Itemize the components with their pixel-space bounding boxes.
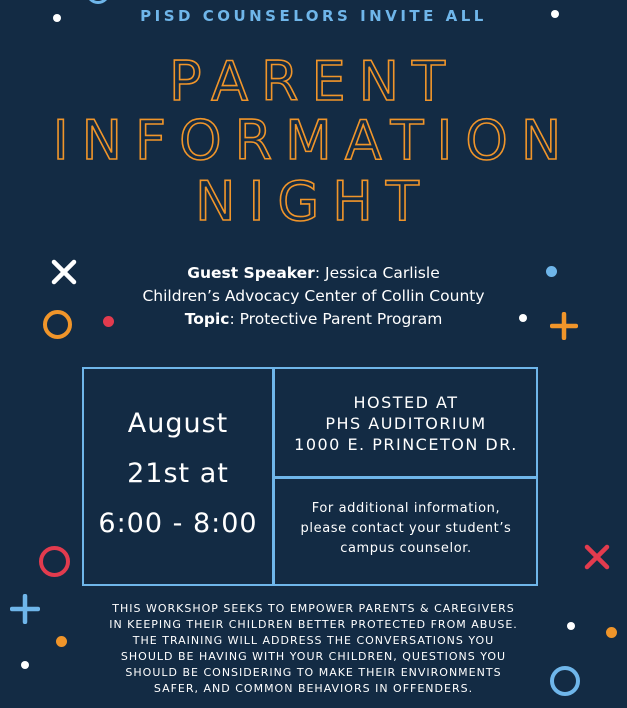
orange-dot-decoration xyxy=(606,627,617,638)
white-dot-decoration xyxy=(519,314,527,322)
description-line: THIS WORKSHOP SEEKS TO EMPOWER PARENTS & CAREGIVERS xyxy=(112,602,515,615)
event-date-day: 21st at xyxy=(127,458,229,489)
orange-dot-decoration xyxy=(56,636,67,647)
red-dot-decoration xyxy=(103,316,114,327)
topic-value: : Protective Parent Program xyxy=(229,310,443,328)
description-line: SAFER, AND COMMON BEHAVIORS IN OFFENDERS. xyxy=(153,682,474,695)
description-line: SHOULD BE CONSIDERING TO MAKE THEIR ENVIRONMENTS xyxy=(125,666,502,679)
guest-speaker-label: Guest Speaker xyxy=(187,264,315,282)
event-date-month: August xyxy=(127,408,229,439)
white-dot-decoration xyxy=(21,661,29,669)
description-line: IN KEEPING THEIR CHILDREN BETTER PROTECTED FROM ABUSE. xyxy=(109,618,518,631)
title-line-night: NIGHT xyxy=(195,170,432,233)
orange-ring-decoration xyxy=(43,310,72,339)
white-dot-decoration xyxy=(551,10,559,18)
red-cross-decoration xyxy=(582,542,612,572)
description-line: SHOULD BE HAVING WITH YOUR CHILDREN, QUESTIONS YOU xyxy=(120,650,507,663)
workshop-description xyxy=(0,601,627,697)
title-line-information: INFORMATION xyxy=(52,109,575,172)
orange-plus-decoration xyxy=(550,312,578,340)
red-ring-decoration xyxy=(39,546,70,577)
contact-line-3: campus counselor. xyxy=(340,541,472,556)
white-dot-decoration xyxy=(567,622,575,630)
white-dot-decoration xyxy=(53,14,61,22)
blue-ring-partial-decoration xyxy=(86,0,110,4)
blue-plus-decoration xyxy=(10,594,40,624)
box-horizontal-divider xyxy=(272,476,538,479)
event-time: 6:00 - 8:00 xyxy=(98,508,258,539)
topic-line xyxy=(0,308,627,331)
guest-speaker-name: : Jessica Carlisle xyxy=(314,264,440,282)
invite-kicker: PISD COUNSELORS INVITE ALL xyxy=(140,7,487,25)
description-line: THE TRAINING WILL ADDRESS THE CONVERSATIONS YOU xyxy=(132,634,495,647)
venue-name: PHS AUDITORIUM xyxy=(325,414,487,433)
venue-address: 1000 E. PRINCETON DR. xyxy=(294,435,518,454)
blue-dot-decoration xyxy=(546,266,557,277)
blue-ring-decoration xyxy=(550,666,580,696)
guest-speaker-line xyxy=(0,262,627,285)
contact-line-2: please contact your student’s xyxy=(300,521,512,536)
topic-label: Topic xyxy=(184,310,230,328)
white-cross-decoration xyxy=(50,258,78,286)
contact-line-1: For additional information, xyxy=(311,501,501,516)
hosted-at-label: HOSTED AT xyxy=(353,393,459,412)
organization-line: Children’s Advocacy Center of Collin County xyxy=(142,287,485,305)
title-line-parent: PARENT xyxy=(168,50,459,113)
